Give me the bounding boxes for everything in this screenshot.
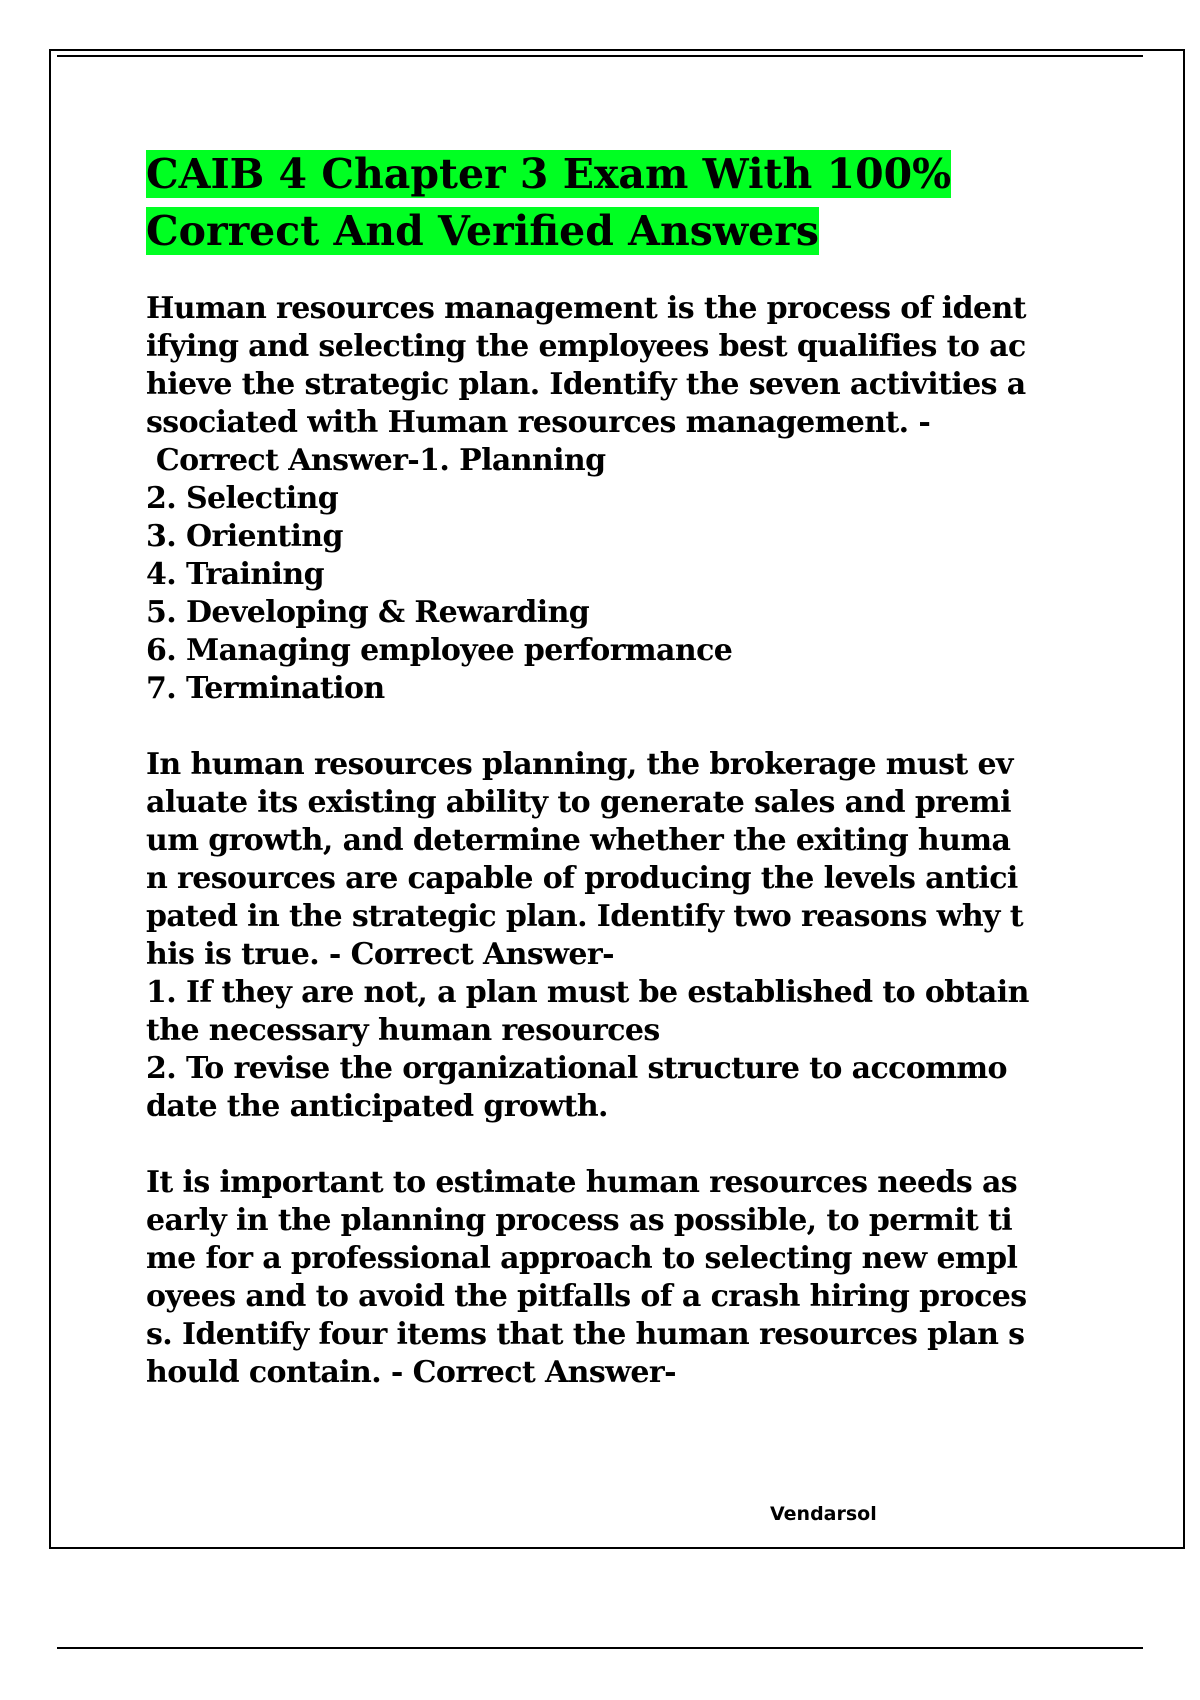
answer-line: 7. Termination: [146, 671, 385, 706]
question-line: In human resources planning, the brokerage must ev: [146, 747, 1013, 782]
question-line: ssociated with Human resources management. -: [146, 405, 931, 440]
document-title-text: CAIB 4 Chapter 3 Exam With 100% Correct And Verified Answers: [146, 150, 952, 255]
footer-brand: Vendarsol: [770, 1503, 877, 1525]
question-line: um growth, and determine whether the exiting huma: [146, 823, 1011, 858]
qa-block-3: [146, 1164, 1096, 1392]
question-line: oyees and to avoid the pitfalls of a crash hiring proces: [146, 1279, 1027, 1314]
document-title: [146, 146, 1096, 260]
answer-line: 5. Developing & Rewarding: [146, 595, 590, 630]
question-line: hieve the strategic plan. Identify the seven activities a: [146, 367, 1026, 402]
answer-line: 3. Orienting: [146, 519, 343, 554]
qa-block-1: [146, 290, 1096, 708]
question-line: his is true. - Correct Answer-: [146, 937, 614, 972]
question-line: ifying and selecting the employees best qualifies to ac: [146, 329, 1026, 364]
document-body: [146, 146, 1096, 1430]
question-line: early in the planning process as possible, to permit ti: [146, 1203, 1013, 1238]
question-line: It is important to estimate human resources needs as: [146, 1165, 1018, 1200]
question-line: pated in the strategic plan. Identify two reasons why t: [146, 899, 1023, 934]
question-line: Human resources management is the process of ident: [146, 291, 1026, 326]
answer-line: 1. If they are not, a plan must be established to obtain: [146, 975, 1029, 1010]
question-line: s. Identify four items that the human resources plan s: [146, 1317, 1025, 1352]
answer-line: 4. Training: [146, 557, 324, 592]
question-line: hould contain. - Correct Answer-: [146, 1355, 676, 1390]
answer-line: 2. Selecting: [146, 481, 339, 516]
question-line: Correct Answer-1. Planning: [146, 443, 606, 478]
answer-line: the necessary human resources: [146, 1013, 660, 1048]
question-line: aluate its existing ability to generate sales and premi: [146, 785, 1011, 820]
bottom-rule: [57, 1647, 1143, 1649]
answer-line: 2. To revise the organizational structure to accommo: [146, 1051, 1007, 1086]
question-line: n resources are capable of producing the levels antici: [146, 861, 1018, 896]
answer-line: 6. Managing employee performance: [146, 633, 733, 668]
qa-block-2: [146, 746, 1096, 1126]
question-line: me for a professional approach to selecting new empl: [146, 1241, 1018, 1276]
answer-line: date the anticipated growth.: [146, 1089, 608, 1124]
